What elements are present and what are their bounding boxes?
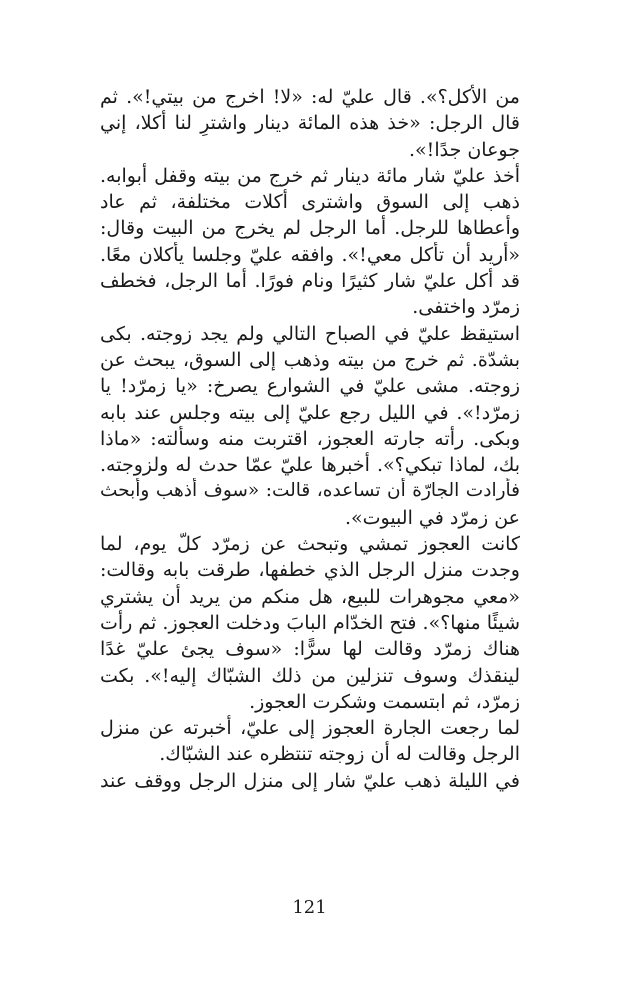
text-line: «معي مجوهرات للبيع، هل منكم من يريد أن يشتري (100, 585, 520, 608)
text-line: لينقذك وسوف تنزلين من ذلك الشبّاك إليه!». بكت (100, 664, 520, 687)
text-line: بشدّة. ثم خرج من بيته وذهب إلى السوق، يبحث عن (100, 348, 520, 371)
text-line: أخذ عليّ شار مائة دينار ثم خرج من بيته وقفل أبوابه. (100, 164, 520, 187)
text-line: وجدت منزل الرجل الذي خطفها، طرقت بابه وقالت: (100, 559, 520, 582)
body-text (100, 84, 520, 794)
text-line: ذهب إلى السوق واشترى أكلات مختلفة، ثم عاد (100, 191, 520, 214)
text-line: زمرّد واختفى. (412, 296, 520, 319)
text-line: هناك زمرّد وقالت لها سرًّا: «سوف يجئ عليّ غدًا (100, 638, 520, 661)
text-line: قد أكل عليّ شار كثيرًا ونام فورًا. أما الرجل، فخطف (100, 270, 520, 293)
text-line: وأعطاها للرجل. أما الرجل لم يخرج من البيت وقال: (100, 217, 520, 240)
text-line: لما رجعت الجارة العجوز إلى عليّ، أخبرته عن منزل (100, 717, 520, 740)
text-line: زمرّد!». في الليل رجع عليّ إلى بيته وجلس عند بابه (100, 401, 520, 424)
text-line: شيئًا منها؟». فتح الخدّام البابَ ودخلت العجوز. ثم رأت (100, 611, 520, 634)
text-line: الرجل وقالت له أن زوجته تنتظره عند الشبّاك. (159, 743, 520, 766)
text-line: بك، لماذا تبكي؟». أخبرها عليّ عمّا حدث له ولزوجته. (100, 454, 520, 477)
text-line: في الليلة ذهب عليّ شار إلى منزل الرجل ووقف عند (100, 769, 520, 792)
text-line: قال الرجل: «خذ هذه المائة دينار واشترِ لنا أكلا، إني (100, 112, 520, 135)
text-line: عن زمرّد في البيوت». (344, 506, 520, 529)
text-line: زمرّد، ثم ابتسمت وشكرت العجوز. (249, 690, 520, 713)
text-line: جوعان جدًا!». (409, 138, 520, 161)
text-line: وبكى. رأته جارته العجوز، اقتربت منه وسألته: «ماذا (100, 427, 520, 450)
text-line: فأرادت الجارّة أن تساعده، قالت: «سوف أذهب وأبحث (100, 480, 520, 502)
text-line: كانت العجوز تمشي وتبحث عن زمرّد كلّ يوم، لما (100, 533, 520, 556)
text-line: استيقظ عليّ في الصباح التالي ولم يجد زوجته. بكى (100, 322, 520, 345)
page-number: 121 (292, 897, 327, 918)
text-line: زوجته. مشى عليّ في الشوارع يصرخ: «يا زمرّد! يا (100, 375, 520, 398)
text-line: من الأكل؟». قال عليّ له: «لا! اخرج من بيتي!». ثم (100, 86, 520, 108)
text-line: «أريد أن تأكل معي!». وافقه عليّ وجلسا يأكلان معًا. (100, 243, 520, 266)
